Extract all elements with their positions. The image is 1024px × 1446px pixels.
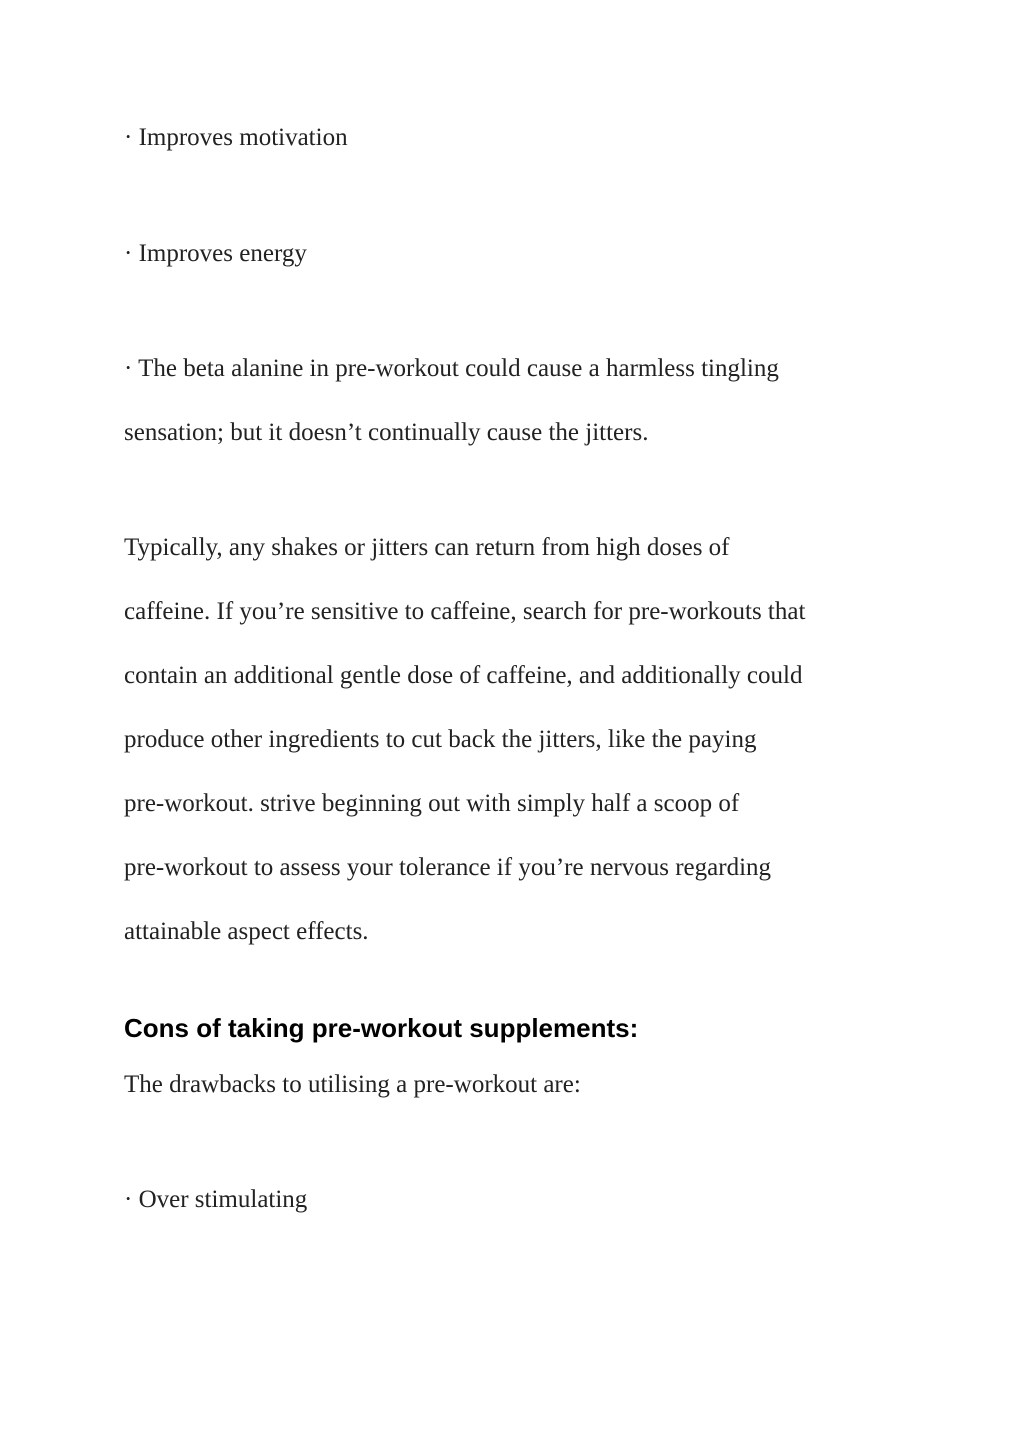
text-line: · Improves energy xyxy=(124,240,307,267)
text-line: sensation; but it doesn’t continually cause the jitters. xyxy=(124,419,649,446)
text-line: Typically, any shakes or jitters can return from high doses of xyxy=(124,534,730,561)
text-line: attainable aspect effects. xyxy=(124,918,369,945)
cons-intro xyxy=(124,1053,914,1117)
bullet-improves-motivation xyxy=(124,106,914,170)
text-line: caffeine. If you’re sensitive to caffeine, search for pre-workouts that xyxy=(124,598,806,625)
cons-heading: Cons of taking pre-workout supplements: xyxy=(124,1013,639,1043)
bullet-over-stimulating xyxy=(124,1168,914,1232)
text-line: contain an additional gentle dose of caffeine, and additionally could xyxy=(124,662,803,689)
text-line: pre-workout. strive beginning out with simply half a scoop of xyxy=(124,790,740,817)
text-line: · Over stimulating xyxy=(124,1186,308,1213)
text-line: pre-workout to assess your tolerance if you’re nervous regarding xyxy=(124,854,772,881)
text-line: The drawbacks to utilising a pre-workout are: xyxy=(124,1071,581,1098)
text-line: · The beta alanine in pre-workout could cause a harmless tingling xyxy=(124,355,779,382)
bullet-improves-energy xyxy=(124,222,914,286)
text-line: · Improves motivation xyxy=(124,124,348,151)
bullet-beta-alanine xyxy=(124,337,914,465)
paragraph-jitters xyxy=(124,516,914,964)
text-line: produce other ingredients to cut back the jitters, like the paying xyxy=(124,726,757,753)
